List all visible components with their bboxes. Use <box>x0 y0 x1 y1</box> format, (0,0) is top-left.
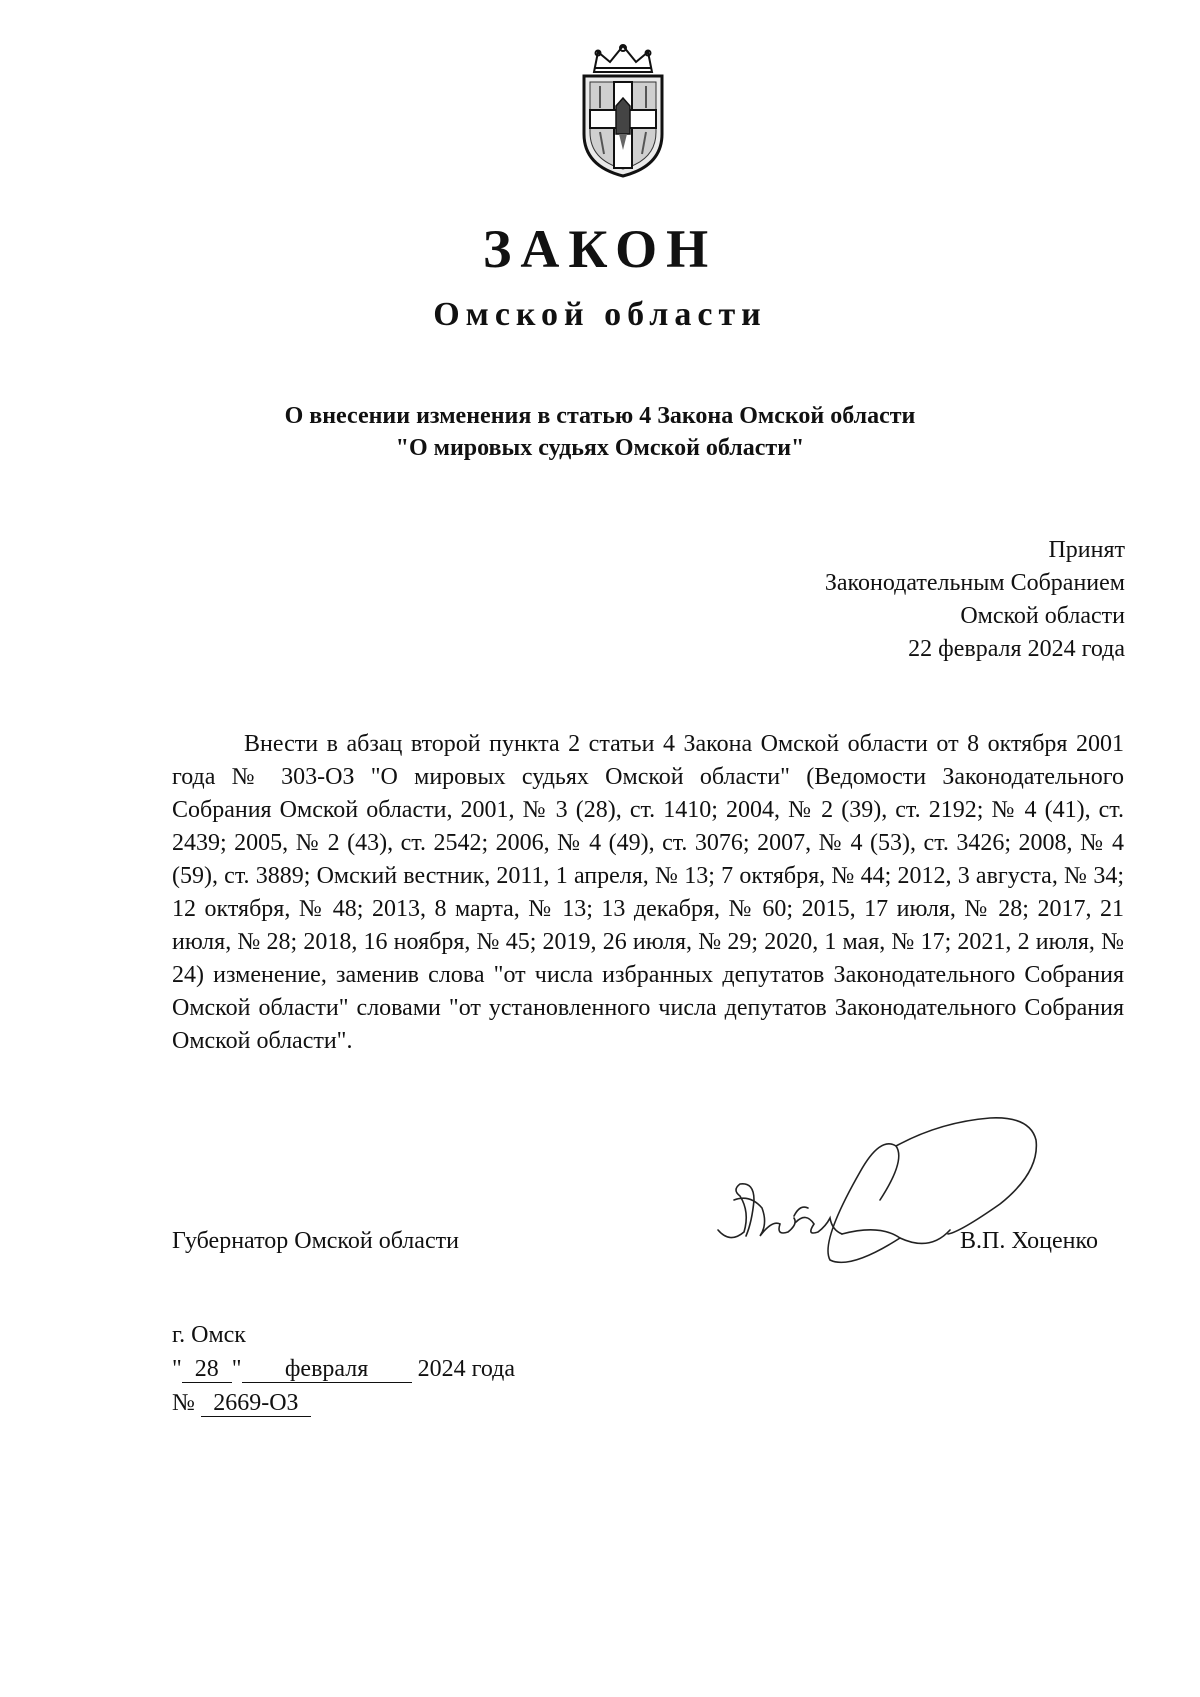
signing-date <box>172 1356 515 1383</box>
date-month: февраля <box>242 1356 412 1383</box>
date-quote-open: " <box>172 1356 182 1382</box>
adoption-block <box>825 534 1125 666</box>
law-number-value: 2669-ОЗ <box>201 1390 311 1417</box>
adoption-line: Омской области <box>960 603 1125 629</box>
handwritten-signature-icon <box>710 1112 1050 1282</box>
date-year: 2024 года <box>417 1356 516 1382</box>
document-subtitle: Омской области <box>433 296 767 333</box>
adoption-line: Законодательным Собранием <box>824 570 1125 596</box>
law-title <box>0 400 1200 464</box>
date-day: 28 <box>182 1356 232 1383</box>
law-number <box>172 1390 311 1417</box>
adoption-date: 22 февраля 2024 года <box>908 636 1125 662</box>
law-body-paragraph: Внести в абзац второй пункта 2 статьи 4 Закона Омской области от 8 октября 2001 года № 303-ОЗ "О мировых судьях Омской области" (Ведомости Законодательного Собрания Омской области, 2001, № 3 (28), ст. 1410; 2004, № 2 (39), ст. 2192; № 4 (41), ст. 2439; 2005, № 2 (43), ст. 2542; 2006, № 4 (49), ст. 3076; 2007, № 4 (53), ст. 3426; 2008, № 4 (59), ст. 3889; Омский вестник, 2011, 1 апреля, № 13; 7 октября, № 44; 2012, 3 августа, № 34; 12 октября, № 48; 2013, 8 марта, № 13; 13 декабря, № 60; 2015, 17 июля, № 28; 2017, 21 июля, № 28; 2018, 16 ноября, № 45; 2019, 26 июля, № 29; 2020, 1 мая, № 17; 2021, 2 июля, № 24) изменение, заменив слова "от числа избранных депутатов Законодательного Собрания Омской области" словами "от установленного числа депутатов Законодательного Собрания Омской области". <box>172 731 1124 1054</box>
law-number-prefix: № <box>172 1390 195 1416</box>
document-title: ЗАКОН <box>482 219 718 279</box>
place-of-signing: г. Омск <box>172 1322 246 1348</box>
signatory-position: Губернатор Омской области <box>172 1228 459 1254</box>
adoption-line: Принят <box>1048 537 1125 563</box>
law-title-line: О внесении изменения в статью 4 Закона Омской области <box>284 403 916 429</box>
law-title-line: "О мировых судьях Омской области" <box>395 435 805 461</box>
signatory-name: В.П. Хоценко <box>960 1228 1098 1254</box>
omsk-coat-of-arms-icon <box>572 42 674 180</box>
date-quote-close: " <box>231 1356 242 1382</box>
